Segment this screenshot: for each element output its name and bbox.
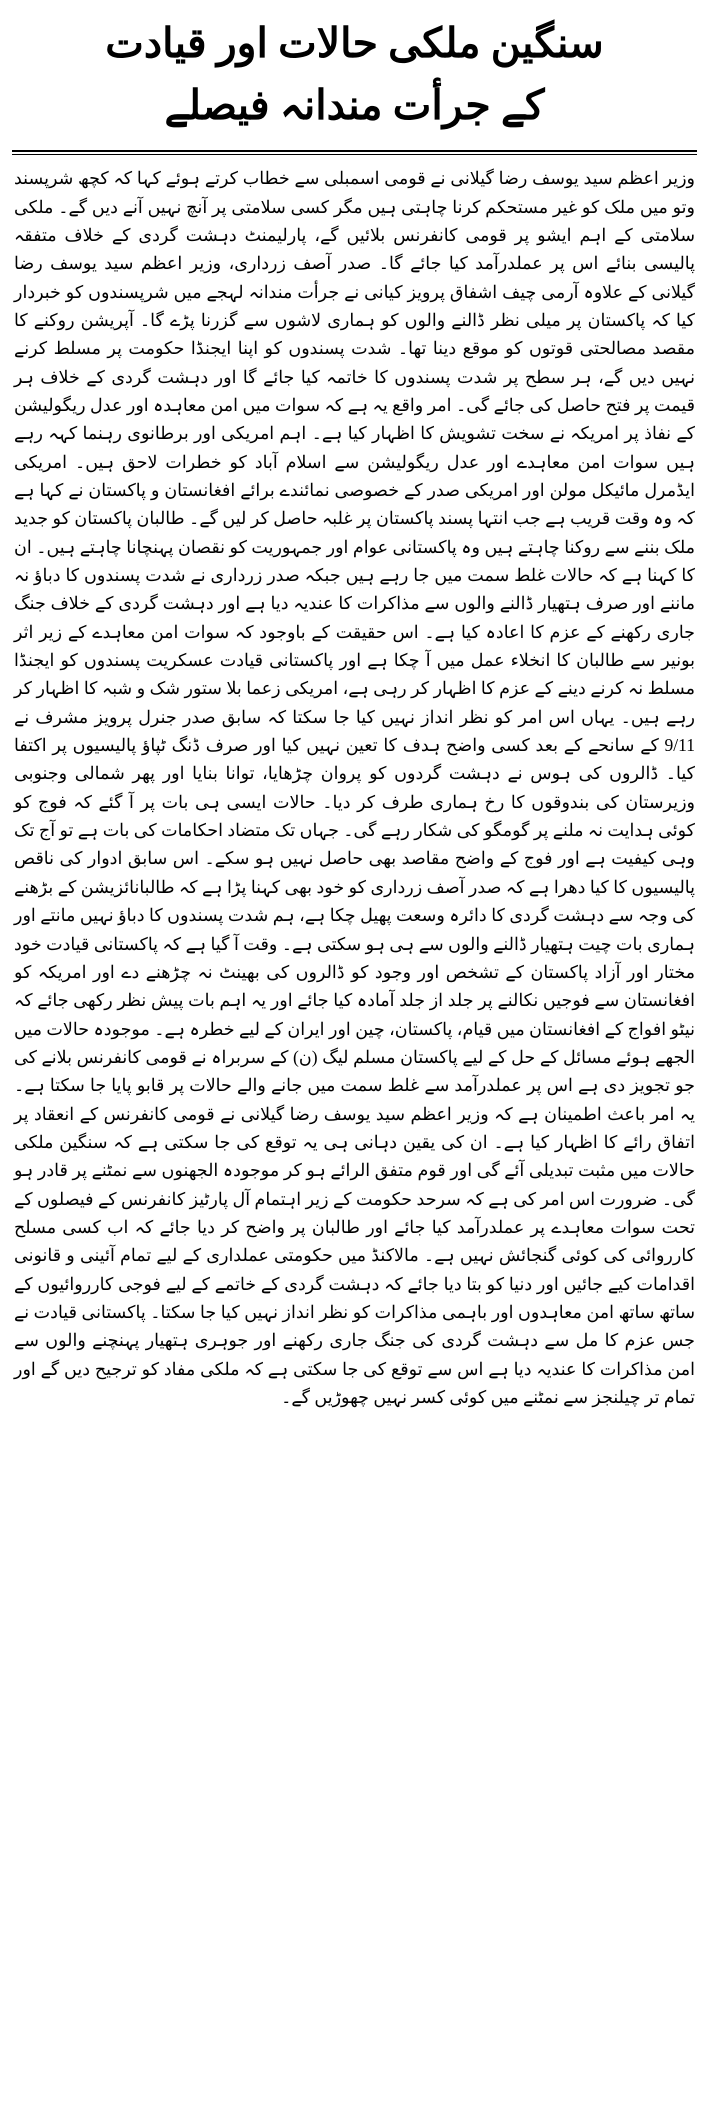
headline-line-2: کے جرأت مندانہ فیصلے [164, 82, 545, 129]
article-body [14, 164, 695, 1411]
headline-line-1: سنگین ملکی حالات اور قیادت [105, 20, 604, 66]
headline-divider-thin [12, 154, 697, 155]
article-headline [10, 14, 699, 136]
article-body-paragraph: وزیر اعظم سید یوسف رضا گیلانی نے قومی اسمبلی سے خطاب کرتے ہوئے کہا کہ کچھ شرپسند وتو میں ملک کو غیر مستحکم کرنا چاہتی ہیں مگر کسی سلامتی پر آنچ نہیں آنے دیں گے۔ ملکی سلامتی کے اہم ایشو پر قومی کانفرنس بلائیں گے، پارلیمنٹ دہشت گردی کے خلاف متفقہ پالیسی بنائے اس پر عملدرآمد کیا جائے گا۔ صدر آصف زرداری، وزیر اعظم سید یوسف رضا گیلانی کے علاوہ آرمی چیف اشفاق پرویز کیانی نے جرأت مندانہ لہجے میں شرپسندوں کو خبردار کیا کہ پاکستان پر میلی نظر ڈالنے والوں کو ہماری لاشوں سے گزرنا پڑے گا۔ آپریشن روکنے کا مقصد مصالحتی قوتوں کو موقع دینا تھا۔ شدت پسندوں کو اپنا ایجنڈا حکومت پر مسلط کرنے نہیں دیں گے، ہر سطح پر شدت پسندوں کا خاتمہ کیا جائے گا اور دہشت گردی کے خلاف ہر قیمت پر فتح حاصل کی جائے گی۔ امر واقع یہ ہے کہ سوات میں امن معاہدہ اور عدل ریگولیشن کے نفاذ پر امریکہ نے سخت تشویش کا اظہار کیا ہے۔ اہم امریکی اور برطانوی رہنما کہہ رہے ہیں سوات امن معاہدے اور عدل ریگولیشن سے اسلام آباد کو خطرات لاحق ہیں۔ امریکی ایڈمرل مائیکل مولن اور امریکی صدر کے خصوصی نمائندے برائے افغانستان و پاکستان نے کہا ہے کہ وہ وقت قریب ہے جب انتہا پسند پاکستان پر غلبہ حاصل کر لیں گے۔ طالبان پاکستان کو جدید ملک بننے سے روکنا چاہتے ہیں وہ پاکستانی عوام اور جمہوریت کو نقصان پہنچانا چاہتے ہیں۔ ان کا کہنا ہے کہ حالات غلط سمت میں جا رہے ہیں جبکہ صدر زرداری نے شدت پسندوں کا دباؤ نہ ماننے اور صرف ہتھیار ڈالنے والوں سے مذاکرات کا عندیہ دیا ہے اور دہشت گردی کے خلاف جنگ جاری رکھنے کے عزم کا اعادہ کیا ہے۔ اس حقیقت کے باوجود کہ سوات امن معاہدے کے زیر اثر بونیر سے طالبان کا انخلاء عمل میں آ چکا ہے اور پاکستانی قیادت عسکریت پسندوں کو ایجنڈا مسلط نہ کرنے دینے کے عزم کا اظہار کر رہی ہے، امریکی زعما بلا ستور شک و شبہ کا اظہار کر رہے ہیں۔ یہاں اس امر کو نظر انداز نہیں کیا جا سکتا کہ سابق صدر جنرل پرویز مشرف نے 9/11 کے سانحے کے بعد کسی واضح ہدف کا تعین نہیں کیا اور صرف ڈنگ ٹپاؤ پالیسیوں پر اکتفا کیا۔ ڈالروں کی ہوس نے دہشت گردوں کو پروان چڑھایا، توانا بنایا اور پھر شمالی وجنوبی وزیرستان کی بندوقوں کا رخ ہماری طرف کر دیا۔ حالات ایسی ہی بات پر آ گئے کہ فوج کو کوئی ہدایت نہ ملنے پر گومگو کی شکار رہے گی۔ جہاں تک متضاد احکامات کی بات ہے تو آج تک وہی کیفیت ہے اور فوج کے واضح مقاصد بھی حاصل نہیں ہو سکے۔ اس سابق ادوار کی ناقص پالیسیوں کا کیا دھرا ہے کہ صدر آصف زرداری کو خود بھی کہنا پڑا ہے کہ طالبانائزیشن کے بڑھنے کی وجہ سے دہشت گردی کا دائرہ وسعت پھیل چکا ہے، ہم شدت پسندوں کا دباؤ نہیں مانتے اور ہماری بات چیت ہتھیار ڈالنے والوں سے ہی ہو سکتی ہے۔ وقت آ گیا ہے کہ پاکستانی قیادت خود مختار اور آزاد پاکستان کے تشخص اور وجود کو ڈالروں کی بھینٹ نہ چڑھنے دے اور امریکہ کو افغانستان سے فوجیں نکالنے پر جلد از جلد آمادہ کیا جائے اور یہ اہم بات پیش نظر رکھی جائے کہ نیٹو افواج کے افغانستان میں قیام، پاکستان، چین اور ایران کے لیے خطرہ ہے۔ موجودہ حالات میں الجھے ہوئے مسائل کے حل کے لیے پاکستان مسلم لیگ (ن) کے سربراہ نے قومی کانفرنس بلانے کی جو تجویز دی ہے اس پر عملدرآمد سے غلط سمت میں جانے والے حالات پر قابو پایا جا سکتا ہے۔ یہ امر باعث اطمینان ہے کہ وزیر اعظم سید یوسف رضا گیلانی نے قومی کانفرنس کے انعقاد پر اتفاق رائے کا اظہار کیا ہے۔ ان کی یقین دہانی ہی یہ توقع کی جا سکتی ہے کہ سنگین ملکی حالات میں مثبت تبدیلی آئے گی اور قوم متفق الرائے ہو کر موجودہ الجھنوں سے نمٹنے پر قادر ہو گی۔ ضرورت اس امر کی ہے کہ سرحد حکومت کے زیر اہتمام آل پارٹیز کانفرنس کے فیصلوں کے تحت سوات معاہدے پر عملدرآمد کیا جائے اور طالبان پر واضح کر دیا جائے کہ اب کسی مسلح کارروائی کی کوئی گنجائش نہیں ہے۔ مالاکنڈ میں حکومتی عملداری کے لیے تمام آئینی و قانونی اقدامات کیے جائیں اور دنیا کو بتا دیا جائے کہ دہشت گردی کے خاتمے کے لیے فوجی کارروائیوں کے ساتھ ساتھ امن معاہدوں اور باہمی مذاکرات کو نظر انداز نہیں کیا جا سکتا۔ پاکستانی قیادت نے جس عزم کا مل سے دہشت گردی کی جنگ جاری رکھنے اور جوہری ہتھیار پہنچنے والوں سے امن مذاکرات کا عندیہ دیا ہے اس سے توقع کی جا سکتی ہے کہ ملکی مفاد کو ترجیح دیں گے اور تمام تر چیلنجز سے نمٹنے میں کوئی کسر نہیں چھوڑیں گے۔ [14, 168, 695, 1407]
headline-divider-thick [12, 150, 697, 152]
